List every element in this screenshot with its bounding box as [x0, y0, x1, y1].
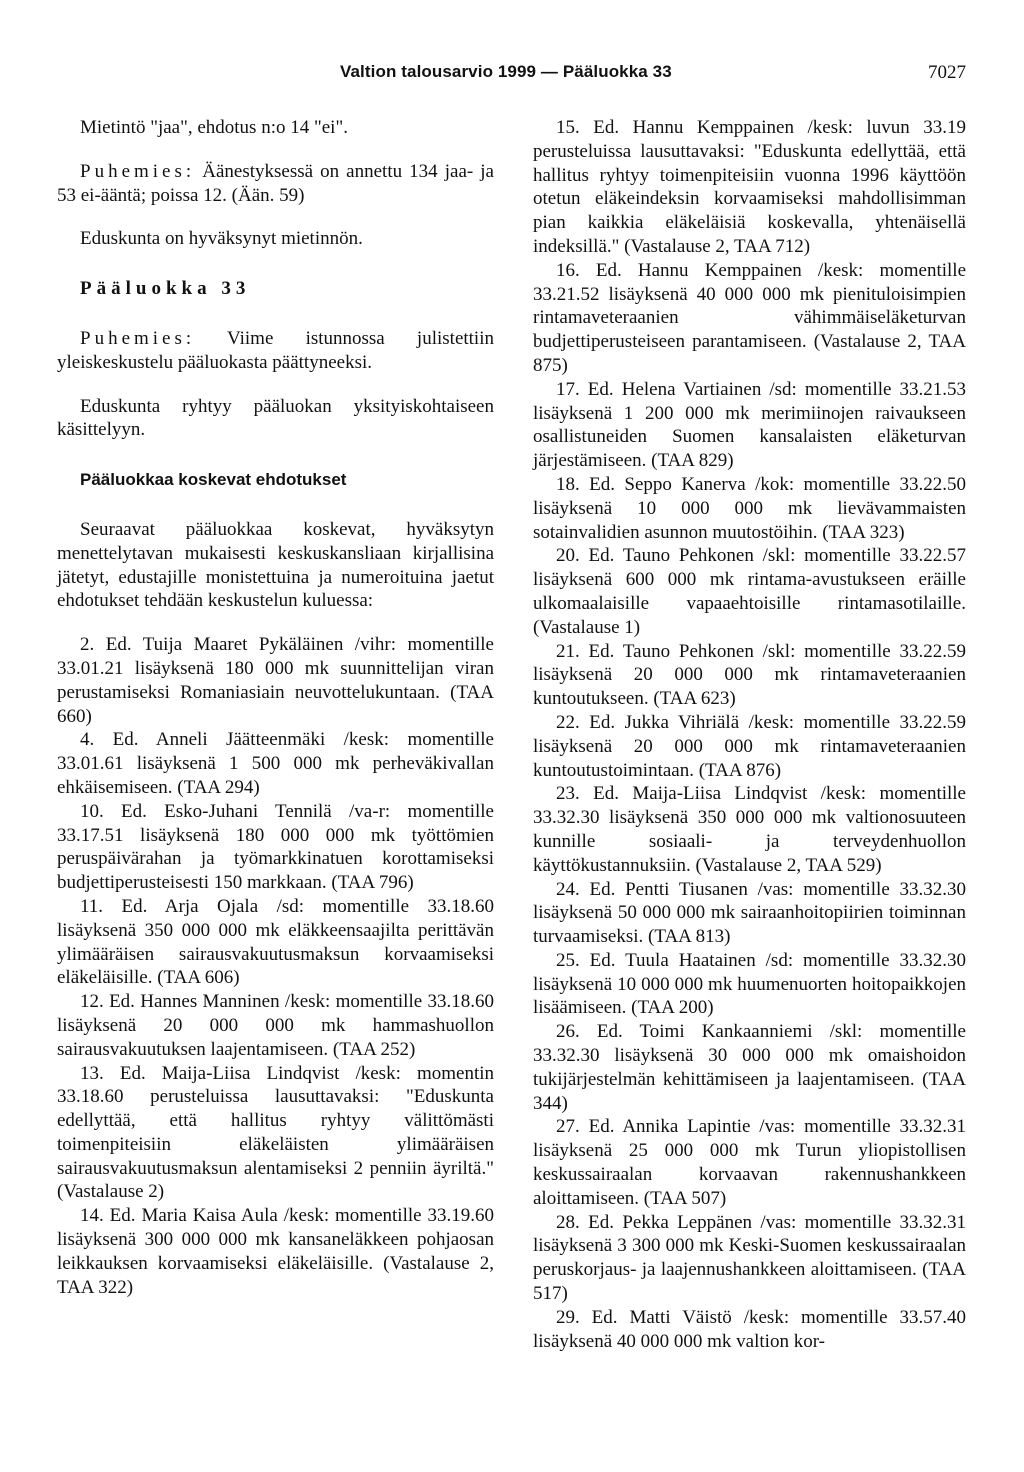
list-item: 18. Ed. Seppo Kanerva /kok: momentille 33.22.50 lisäyksenä 10 000 000 mk lievävammaisten sotainvalidien asunnon muutostöihin. (TAA 323)	[533, 473, 966, 543]
list-item: 14. Ed. Maria Kaisa Aula /kesk: momentille 33.19.60 lisäyksenä 300 000 000 mk kansaneläkkeen pohjaosan leikkauksen korvaamiseksi eläkeläisille. (Vastalause 2, TAA 322)	[57, 1205, 494, 1298]
paragraph: Mietintö "jaa", ehdotus n:o 14 "ei".	[80, 117, 348, 138]
page-number: 7027	[928, 62, 966, 83]
speaker-text: Äänestyksessä on annettu 134 jaa- ja 53 ei-ääntä; poissa 12. (Ään. 59)	[57, 160, 494, 206]
paragraph: Seuraavat pääluokkaa koskevat, hyväksytyn menettelytavan mukaisesti keskuskansliaan kirjallisina jätetyt, edustajille monistettuina ja numeroituina jaetut ehdotukset tehdään keskustelun kuluessa:	[57, 518, 494, 612]
speaker-text: Viime istunnossa julistettiin yleiskeskustelu pääluokasta päättyneeksi.	[57, 327, 494, 373]
left-column	[57, 116, 494, 1299]
list-item: 25. Ed. Tuula Haatainen /sd: momentille 33.32.30 lisäyksenä 10 000 000 mk huumenuorten hoitopaikkojen lisäämiseen. (TAA 200)	[533, 949, 966, 1019]
list-item: 12. Ed. Hannes Manninen /kesk: momentille 33.18.60 lisäyksenä 20 000 000 mk hammashuollon sairausvakuutuksen laajentamiseen. (TAA 252)	[57, 991, 494, 1060]
list-item: 17. Ed. Helena Vartiainen /sd: momentille 33.21.53 lisäyksenä 1 200 000 mk merimiinojen raivaukseen osallistuneiden Suomen kansalaisten eläketurvan järjestämiseen. (TAA 829)	[533, 378, 966, 472]
speaker-paragraph	[57, 327, 494, 375]
list-item: 27. Ed. Annika Lapintie /vas: momentille 33.32.31 lisäyksenä 25 000 000 mk Turun yliopistollisen keskussairaalan korvaavan rakennushankkeen aloittamiseen. (TAA 507)	[533, 1116, 966, 1209]
running-title: Valtion talousarvio 1999 — Pääluokka 33	[340, 62, 672, 81]
paragraph: Eduskunta ryhtyy pääluokan yksityiskohtaiseen käsittelyyn.	[57, 395, 494, 441]
section-heading-spaced: Pääluokka 33	[80, 278, 251, 300]
list-item: 4. Ed. Anneli Jäätteenmäki /kesk: momentille 33.01.61 lisäyksenä 1 500 000 mk perheväkivallan ehkäisemiseen. (TAA 294)	[57, 729, 494, 798]
speaker-paragraph	[57, 160, 494, 208]
list-item: 26. Ed. Toimi Kankaanniemi /skl: momentille 33.32.30 lisäyksenä 30 000 000 mk omaishoidon tukijärjestelmän kehittämiseen ja laajentamiseen. (TAA 344)	[533, 1021, 966, 1114]
speaker-name: Puhemies:	[80, 327, 196, 349]
list-item: 22. Ed. Jukka Vihriälä /kesk: momentille 33.22.59 lisäyksenä 20 000 000 mk rintamaveteraanien kuntoutustoimintaan. (TAA 876)	[533, 711, 966, 781]
list-item: 20. Ed. Tauno Pehkonen /skl: momentille 33.22.57 lisäyksenä 600 000 mk rintama-avustukseen eräille ulkomaalaisille vapaaehtoisille rintamasotilaille. (Vastalause 1)	[533, 545, 966, 638]
right-column	[533, 116, 966, 1353]
running-header	[0, 62, 1024, 90]
list-item: 15. Ed. Hannu Kemppainen /kesk: luvun 33.19 perusteluissa lausuttavaksi: "Eduskunta edellyttää, että hallitus ryhtyy toimenpiteisiin vuonna 1996 käyttöön otetun eläkeindeksin korvaamiseksi mahdollisimman pian kaikkia eläkeläisiä koskevalla, yhtenäisellä indeksillä." (Vastalause 2, TAA 712)	[533, 117, 966, 257]
list-item: 23. Ed. Maija-Liisa Lindqvist /kesk: momentille 33.32.30 lisäyksenä 350 000 000 mk valtionosuuteen kunnille sosiaali- ja terveydenhuollon käyttökustannuksiin. (Vastalause 2, TAA 529)	[533, 783, 966, 876]
list-item: 10. Ed. Esko-Juhani Tennilä /va-r: momentille 33.17.51 lisäyksenä 180 000 000 mk työttömien peruspäivärahan ja työmarkkinatuen korottamiseksi budjettiperusteisesti 150 markkaan. (TAA 796)	[57, 800, 494, 894]
list-item: 16. Ed. Hannu Kemppainen /kesk: momentille 33.21.52 lisäyksenä 40 000 000 mk pienituloisimpien rintamaveteraanien vähimmäiseläketurvan budjettiperusteiseen parantamiseen. (Vastalause 2, TAA 875)	[533, 259, 966, 376]
list-item: 2. Ed. Tuija Maaret Pykäläinen /vihr: momentille 33.01.21 lisäyksenä 180 000 mk suunnittelijan viran perustamiseksi Romaniasiain neuvottelukuntaan. (TAA 660)	[57, 634, 494, 727]
list-item: 29. Ed. Matti Väistö /kesk: momentille 33.57.40 lisäyksenä 40 000 000 mk valtion kor-	[533, 1306, 966, 1352]
list-item: 28. Ed. Pekka Leppänen /vas: momentille 33.32.31 lisäyksenä 3 300 000 mk Keski-Suomen keskussairaalan peruskorjaus- ja laajennushankkeen aloittamiseen. (TAA 517)	[533, 1211, 966, 1305]
speaker-name: Puhemies:	[80, 160, 196, 182]
section-heading: Pääluokkaa koskevat ehdotukset	[80, 470, 347, 490]
list-item: 11. Ed. Arja Ojala /sd: momentille 33.18.60 lisäyksenä 350 000 000 mk eläkkeensaajilta perittävän ylimääräisen sairausvakuutusmaksun korvaamiseksi eläkeläisille. (TAA 606)	[57, 895, 494, 989]
paragraph: Eduskunta on hyväksynyt mietinnön.	[80, 228, 363, 250]
list-item: 13. Ed. Maija-Liisa Lindqvist /kesk: momentin 33.18.60 perusteluissa lausuttavaksi: "Eduskunta edellyttää, että hallitus ryhtyy välittömästi toimenpiteisiin eläkeläisten ylimääräisen sairausvakuutusmaksun alentamiseksi 2 penniin äyriltä." (Vastalause 2)	[57, 1062, 494, 1203]
list-item: 24. Ed. Pentti Tiusanen /vas: momentille 33.32.30 lisäyksenä 50 000 000 mk sairaanhoitopiirien toiminnan turvaamiseksi. (TAA 813)	[533, 878, 966, 948]
list-item: 21. Ed. Tauno Pehkonen /skl: momentille 33.22.59 lisäyksenä 20 000 000 mk rintamaveteraanien kuntoutukseen. (TAA 623)	[533, 640, 966, 710]
